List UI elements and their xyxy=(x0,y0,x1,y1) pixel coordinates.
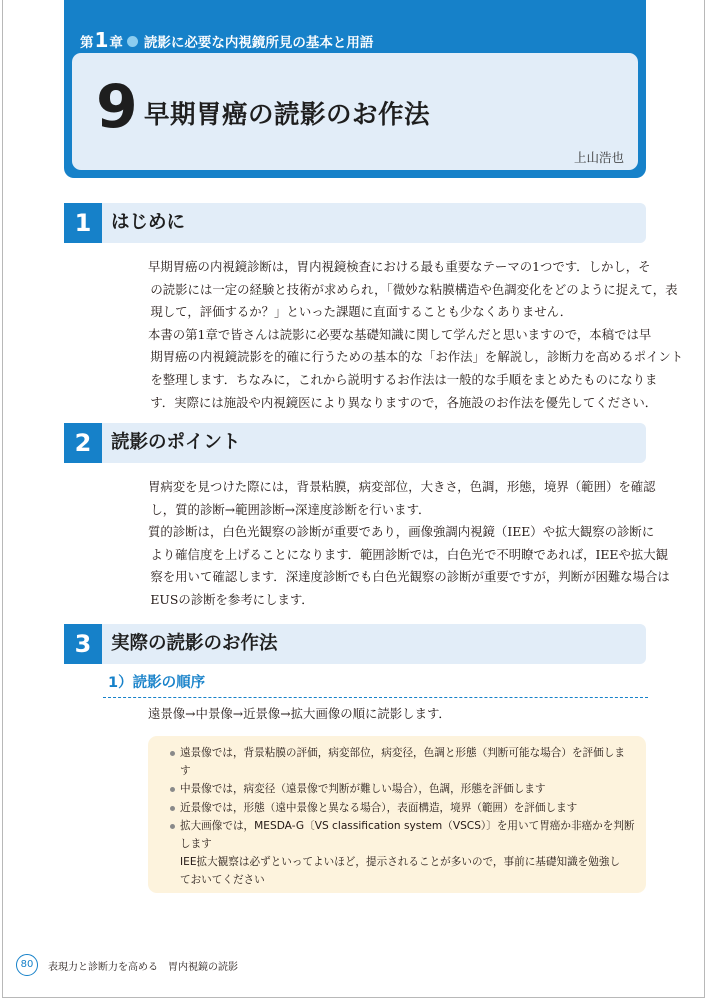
paragraph xyxy=(138,476,656,521)
bullet-icon xyxy=(170,806,175,811)
section-title: はじめに xyxy=(111,212,186,233)
section-2-body xyxy=(138,476,670,612)
text-line: す．実際には施設や内視鏡医により異なりますので，各施設のお作法を優先してください． xyxy=(150,394,658,410)
section-number: 2 xyxy=(64,423,102,463)
reading-order-text: 遠景像→中景像→近景像→拡大画像の順に読影します． xyxy=(148,706,451,721)
note-box xyxy=(148,736,646,893)
section-number: 1 xyxy=(64,203,102,243)
note-line: ておいてください xyxy=(180,874,265,887)
book-title: 表現力と診断力を高める 胃内視鏡の読影 xyxy=(48,962,238,973)
subsection-title: 1）読影の順序 xyxy=(108,675,206,691)
note-line: す xyxy=(180,765,191,778)
chapter-number: 1 xyxy=(94,28,109,52)
bullet-icon xyxy=(170,787,175,792)
text-line: 胃病変を見つけた際には，背景粘膜，病変部位，大きさ，色調，形態，境界（範囲）を確認 xyxy=(148,479,656,494)
list-item xyxy=(170,744,632,780)
subsection-heading xyxy=(103,671,648,698)
text-line: の読影には一定の経験と技術が求められ，「微妙な粘膜構造や色調変化をどのように捉えて，表 xyxy=(150,281,678,297)
section-number: 3 xyxy=(64,624,102,664)
chapter-header xyxy=(64,0,646,178)
section-1-body xyxy=(138,256,684,414)
note-line: 拡大画像では，MESDA-G〔VS classification system（VSCS）〕を用いて胃癌か非癌かを判断 xyxy=(180,819,635,832)
note-line: 近景像では，形態（遠中景像と異なる場合），表面構造，境界（範囲）を評価します xyxy=(180,801,578,814)
paragraph xyxy=(138,256,678,324)
note-line: 遠景像では，背景粘膜の評価，病変部位，病変径，色調と形態（判断可能な場合）を評価しま xyxy=(180,747,625,759)
bullet-icon xyxy=(170,824,175,829)
chapter-label xyxy=(80,28,373,52)
text-line: 期胃癌の内視鏡読影を的確に行うための基本的な「お作法」を解説し，診断力を高めるポイント xyxy=(150,349,684,365)
chapter-prefix: 第 xyxy=(80,35,94,51)
text-line: 察を用いて確認します．深達度診断でも白色光観察の診断が重要ですが，判断が困難な場合は xyxy=(150,569,670,585)
text-line: を整理します．ちなみに，これから説明するお作法は一般的な手順をまとめたものになりま xyxy=(150,371,658,387)
chapter-title: 読影に必要な内視鏡所見の基本と用語 xyxy=(143,35,374,51)
text-line: し，質的診断→範囲診断→深達度診断を行います． xyxy=(150,501,431,517)
paragraph xyxy=(138,324,684,414)
paragraph xyxy=(138,521,670,611)
section-heading-3 xyxy=(64,624,646,664)
article-number: 9 xyxy=(96,72,136,142)
section-title: 読影のポイント xyxy=(111,432,241,453)
article-title: 早期胃癌の読影のお作法 xyxy=(144,100,431,130)
bullet-icon xyxy=(170,751,175,756)
note-list xyxy=(170,744,635,890)
text-line: 質的診断は，白色光観察の診断が重要であり，画像強調内視鏡（IEE）や拡大観察の診断に xyxy=(148,524,655,540)
article-title-panel xyxy=(72,53,638,170)
note-line: IEE拡大観察は必ずといってよいほど，提示されることが多いので，事前に基礎知識を勉強し xyxy=(180,856,621,869)
chapter-suffix: 章 xyxy=(109,35,123,51)
section-heading-1 xyxy=(64,203,646,243)
section-title: 実際の読影のお作法 xyxy=(111,633,278,654)
text-line: 現して，評価するか？」といった課題に直面することも少なくありません． xyxy=(150,304,573,320)
text-line: 本書の第1章で皆さんは読影に必要な基礎知識に関して学んだと思いますので，本稿では早 xyxy=(148,326,652,342)
text-line: 早期胃癌の内視鏡診断は，胃内視鏡検査における最も重要なテーマの1つです．しかし，そ xyxy=(148,259,651,274)
section-heading-2 xyxy=(64,423,646,463)
chapter-dot-icon xyxy=(127,36,138,47)
list-item xyxy=(170,799,632,817)
list-item xyxy=(170,817,635,890)
note-line: します xyxy=(180,838,212,851)
text-line: EUSの診断を参考にします． xyxy=(150,591,314,607)
list-item xyxy=(170,780,632,798)
note-line: 中景像では，病変径（遠景像で判断が難しい場合），色調，形態を評価します xyxy=(180,783,546,796)
text-line: より確信度を上げることになります．範囲診断では，白色光で不明瞭であれば，IEEや拡大観 xyxy=(150,546,669,562)
author-name: 上山浩也 xyxy=(573,150,624,165)
page-number: 80 xyxy=(16,954,38,976)
